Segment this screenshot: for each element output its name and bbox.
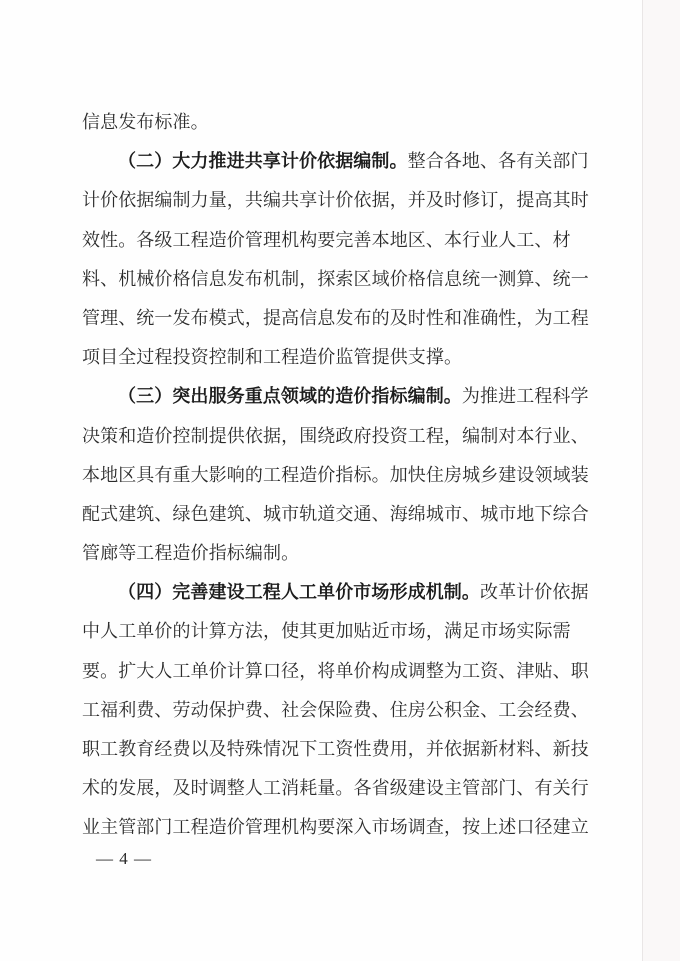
body-text: 工福利费、劳动保护费、社会保险费、住房公积金、工会经费、: [82, 699, 589, 720]
section-heading: （三）突出服务重点领域的造价指标编制。: [118, 386, 462, 407]
body-text: 信息发布标准。: [82, 112, 209, 132]
text-line: [82, 573, 602, 612]
text-line: [82, 103, 602, 142]
text-line: [82, 299, 602, 338]
text-line: [82, 142, 602, 181]
body-text: 本地区具有重大影响的工程造价指标。加快住房城乡建设领域装: [82, 464, 589, 485]
body-text: 为推进工程科学: [461, 386, 589, 407]
body-text: 中人工单价的计算方法，使其更加贴近市场，满足市场实际需: [82, 621, 571, 642]
text-line: [82, 612, 602, 651]
text-line: [82, 691, 602, 730]
text-line: [82, 377, 602, 416]
body-text: 管理、统一发布模式，提高信息发布的及时性和准确性，为工程: [82, 307, 589, 328]
section-heading: （四）完善建设工程人工单价市场形成机制。: [118, 582, 480, 603]
section-heading: （二）大力推进共享计价依据编制。: [118, 151, 408, 172]
body-text: 业主管部门工程造价管理机构要深入市场调查，按上述口径建立: [82, 817, 589, 838]
body-text: 术的发展，及时调整人工消耗量。各省级建设主管部门、有关行: [82, 778, 589, 799]
body-text: 项目全过程投资控制和工程造价监管提供支撑。: [82, 347, 463, 368]
body-text: 计价依据编制力量，共编共享计价依据，并及时修订，提高其时: [82, 190, 589, 211]
text-line: [82, 456, 602, 495]
text-line: [82, 730, 602, 769]
body-text: 要。扩大人工单价计算口径，将单价构成调整为工资、津贴、职: [82, 660, 589, 681]
body-text: 改革计价依据: [480, 582, 589, 603]
text-line: [82, 534, 602, 573]
body-text: 整合各地、各有关部门: [407, 151, 589, 172]
text-line: [82, 808, 602, 847]
body-text: 料、机械价格信息发布机制，探索区域价格信息统一测算、统一: [82, 268, 589, 289]
page-number: — 4 —: [96, 849, 152, 868]
text-line: [82, 338, 602, 377]
text-line: [82, 181, 602, 220]
text-line: [82, 652, 602, 691]
scan-edge-artifact: [642, 0, 680, 961]
body-text: 决策和造价控制提供依据，围绕政府投资工程，编制对本行业、: [82, 425, 589, 446]
body-text: 管廊等工程造价指标编制。: [82, 543, 300, 564]
text-line: [82, 495, 602, 534]
body-text: 配式建筑、绿色建筑、城市轨道交通、海绵城市、城市地下综合: [82, 503, 589, 524]
body-text: 职工教育经费以及特殊情况下工资性费用，并依据新材料、新技: [82, 739, 589, 759]
text-line: [82, 769, 602, 808]
text-line: [82, 260, 602, 299]
body-text: 效性。各级工程造价管理机构要完善本地区、本行业人工、材: [82, 229, 571, 250]
text-line: [82, 221, 602, 260]
text-line: [82, 417, 602, 456]
document-body: [82, 103, 602, 848]
